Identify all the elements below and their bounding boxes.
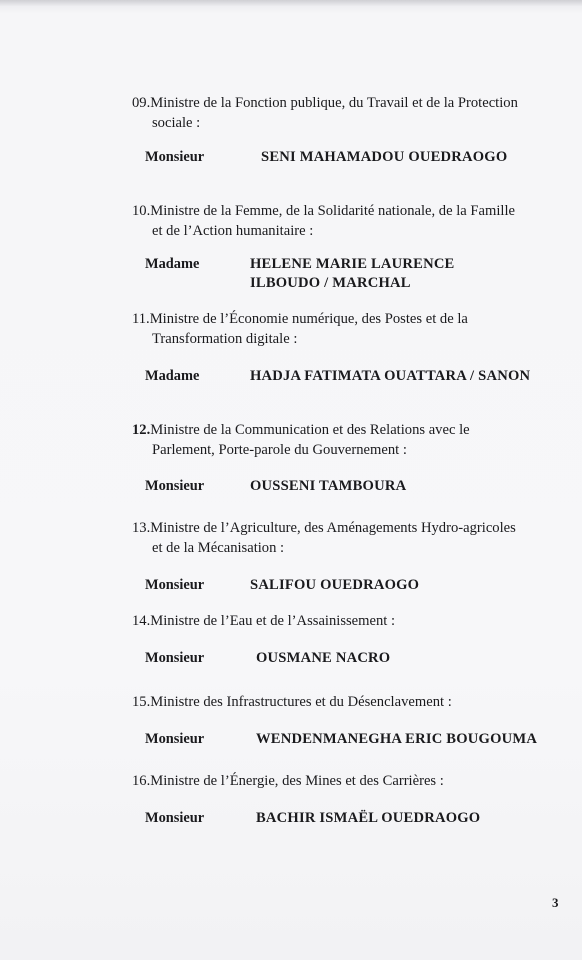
civility: Madame: [145, 368, 200, 384]
ministry-title-line2: Transformation digitale :: [152, 331, 298, 347]
minister-name: OUSMANE NACRO: [256, 650, 391, 666]
minister-name: OUSSENI TAMBOURA: [250, 478, 407, 494]
minister-name: WENDENMANEGHA ERIC BOUGOUMA: [256, 731, 538, 747]
minister-name-line2: ILBOUDO / MARCHAL: [250, 275, 411, 291]
ministry-title-line2: sociale :: [152, 115, 201, 131]
ministry-title: [132, 309, 562, 349]
ministry-title: [132, 611, 562, 631]
ministry-number: 12.: [132, 422, 151, 438]
ministry-number: 09.: [132, 95, 151, 111]
ministry-number: 15.: [132, 694, 151, 710]
page-number: 3: [552, 895, 559, 910]
ministry-number: 11.: [132, 311, 150, 327]
ministry-title: [132, 93, 562, 133]
ministry-title-line1: Ministre de l’Eau et de l’Assainissement :: [150, 613, 396, 629]
minister-name: SALIFOU OUEDRAOGO: [250, 577, 420, 593]
ministry-title-line2: Parlement, Porte-parole du Gouvernement :: [152, 442, 407, 458]
ministry-number: 14.: [132, 613, 151, 629]
civility: Monsieur: [145, 149, 205, 165]
ministry-title-line1: Ministre de l’Énergie, des Mines et des Carrières :: [150, 773, 444, 789]
ministry-title-line1: Ministre de l’Économie numérique, des Postes et de la: [149, 311, 468, 327]
ministry-number: 13.: [132, 520, 151, 536]
ministry-title-line1: Ministre des Infrastructures et du Désenclavement :: [150, 694, 452, 710]
civility: Monsieur: [145, 478, 205, 494]
ministry-title-line1: Ministre de la Femme, de la Solidarité nationale, de la Famille: [150, 203, 515, 219]
page-top-edge: [0, 0, 582, 6]
civility: Monsieur: [145, 650, 205, 666]
ministry-title-line1: Ministre de l’Agriculture, des Aménagements Hydro-agricoles: [150, 520, 516, 536]
civility: Monsieur: [145, 731, 205, 747]
minister-name: HELENE MARIE LAURENCE: [250, 256, 455, 272]
ministry-title-line1: Ministre de la Communication et des Relations avec le: [150, 422, 470, 438]
civility: Madame: [145, 256, 200, 272]
minister-name: BACHIR ISMAËL OUEDRAOGO: [256, 810, 481, 826]
ministry-title: [132, 201, 562, 241]
ministry-title: [132, 771, 562, 791]
ministry-number: 16.: [132, 773, 151, 789]
minister-name: HADJA FATIMATA OUATTARA / SANON: [250, 368, 531, 384]
minister-name: SENI MAHAMADOU OUEDRAOGO: [261, 149, 508, 165]
civility: Monsieur: [145, 810, 205, 826]
civility: Monsieur: [145, 577, 205, 593]
ministry-number: 10.: [132, 203, 151, 219]
ministry-title: [132, 692, 562, 712]
ministry-title-line1: Ministre de la Fonction publique, du Travail et de la Protection: [150, 95, 518, 111]
ministry-title-line2: et de l’Action humanitaire :: [152, 223, 314, 239]
ministry-title: [132, 518, 562, 558]
ministry-title-line2: et de la Mécanisation :: [152, 540, 285, 556]
ministry-title: [132, 420, 562, 460]
